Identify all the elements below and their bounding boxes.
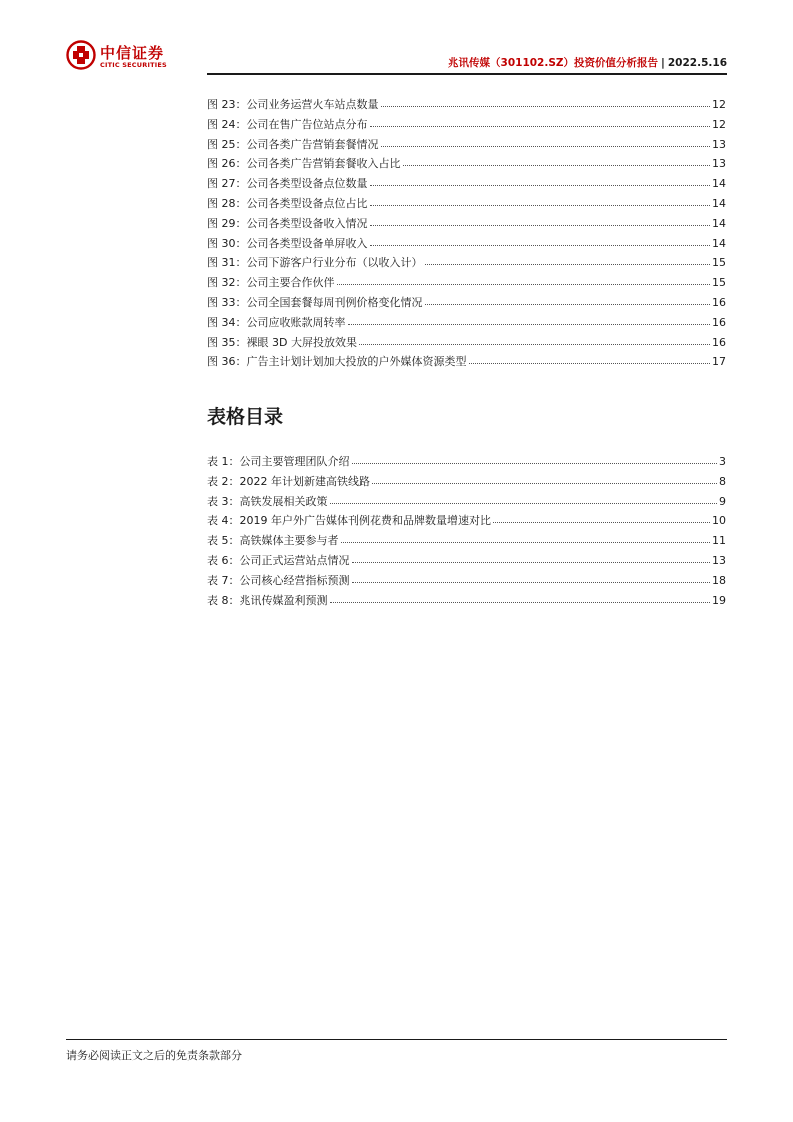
dot-leader [370,224,711,226]
figure-toc-entry[interactable] [207,314,726,334]
figure-toc-entry[interactable] [207,175,726,195]
dot-leader [330,502,718,504]
dot-leader [337,283,711,285]
dot-leader [425,303,711,305]
figure-toc-entry-label: 图 29：公司各类型设备收入情况 [207,216,368,230]
figure-toc-entry-page: 14 [712,236,726,250]
table-toc-entry-label: 表 3：高铁发展相关政策 [207,494,328,508]
footer-divider [66,1039,727,1040]
figure-toc-entry-page: 15 [712,256,726,270]
figure-toc-entry-page: 14 [712,216,726,230]
dot-leader [370,244,711,246]
figure-toc-entry-page: 15 [712,276,726,290]
figure-toc-entry-page: 14 [712,196,726,210]
table-toc-entry[interactable] [207,493,726,513]
figure-toc-entry[interactable] [207,195,726,215]
table-toc-entry[interactable] [207,532,726,552]
dot-leader [372,482,717,484]
figure-toc-entry-label: 图 33：公司全国套餐每周刊例价格变化情况 [207,295,423,309]
report-date: 2022.5.16 [667,57,727,69]
citic-logo [66,40,176,76]
dot-leader [425,263,711,265]
dot-leader [352,561,711,563]
dot-leader [381,105,711,107]
dot-leader [352,462,718,464]
figure-toc-entry[interactable] [207,294,726,314]
table-toc-entry-page: 13 [712,553,726,567]
table-toc-entry[interactable] [207,453,726,473]
logo-english-text: CITIC SECURITIES [100,61,167,69]
tables-section-title: 表格目录 [207,406,284,428]
dot-leader [370,204,711,206]
figure-toc-entry[interactable] [207,96,726,116]
figure-toc-entry-page: 12 [712,98,726,111]
dot-leader [493,521,710,523]
table-toc-entry-page: 8 [719,474,726,488]
table-toc-entry-page: 9 [719,494,726,508]
citic-logo-icon [66,40,96,70]
dot-leader [359,343,710,345]
table-toc-entry[interactable] [207,473,726,493]
header-divider [207,73,727,75]
figure-toc-entry[interactable] [207,136,726,156]
figure-toc-entry[interactable] [207,235,726,255]
figure-toc-entry-label: 图 27：公司各类型设备点位数量 [207,177,368,191]
dot-leader [348,323,711,325]
figure-toc-entry-label: 图 32：公司主要合作伙伴 [207,276,335,290]
figure-toc-entry-label: 图 35：裸眼 3D 大屏投放效果 [207,335,357,349]
figure-toc-entry-label: 图 28：公司各类型设备点位占比 [207,196,368,210]
figure-toc-entry-label: 图 30：公司各类型设备单屏收入 [207,236,368,250]
table-toc-entry[interactable] [207,572,726,592]
footer-disclaimer: 请务必阅读正文之后的免责条款部分 [66,1049,242,1062]
figure-toc-entry[interactable] [207,274,726,294]
figure-toc-entry-page: 13 [712,137,726,151]
table-toc-entry-page: 10 [712,514,726,528]
report-header [448,55,727,70]
table-toc-entry-page: 3 [719,455,726,468]
dot-leader [370,184,711,186]
figure-toc-entry-page: 13 [712,157,726,171]
dot-leader [469,362,711,364]
figure-toc-entry-label: 图 25：公司各类广告营销套餐情况 [207,137,379,151]
figure-toc-entry-label: 图 31：公司下游客户行业分布（以收入计） [207,256,423,270]
dot-leader [330,601,711,603]
figure-toc-entry-label: 图 34：公司应收账款周转率 [207,315,346,329]
table-toc-entry[interactable] [207,552,726,572]
logo-chinese-text: 中信证券 [100,44,165,62]
table-toc-entry-label: 表 6：公司正式运营站点情况 [207,553,350,567]
figure-toc-entry-label: 图 26：公司各类广告营销套餐收入占比 [207,157,401,171]
figure-toc-entry[interactable] [207,353,726,373]
table-toc-entry-page: 18 [712,573,726,587]
table-toc-entry-page: 19 [712,593,726,607]
table-toc-entry-label: 表 4：2019 年户外广告媒体刊例花费和品牌数量增速对比 [207,514,491,528]
table-toc-entry-page: 11 [712,534,726,548]
figure-toc-entry-label: 图 24：公司在售广告位站点分布 [207,117,368,131]
table-toc-entry-label: 表 5：高铁媒体主要参与者 [207,534,339,548]
table-list [207,453,726,611]
dot-leader [381,145,711,147]
figure-toc-entry-page: 12 [712,117,726,131]
figure-toc-entry-page: 17 [712,355,726,369]
figure-toc-entry-page: 16 [712,315,726,329]
table-toc-entry[interactable] [207,512,726,532]
table-toc-entry-label: 表 1：公司主要管理团队介绍 [207,455,350,468]
header-separator: | [661,57,665,69]
table-toc-entry-label: 表 7：公司核心经营指标预测 [207,573,350,587]
table-toc-entry[interactable] [207,592,726,612]
figure-toc-entry[interactable] [207,334,726,354]
dot-leader [403,164,711,166]
dot-leader [370,125,711,127]
dot-leader [341,541,711,543]
figure-toc-entry[interactable] [207,155,726,175]
figure-toc-entry-page: 16 [712,335,726,349]
report-title: 兆讯传媒（301102.SZ）投资价值分析报告 [448,57,659,69]
figure-toc-entry[interactable] [207,215,726,235]
figure-toc-entry-label: 图 36：广告主计划计划加大投放的户外媒体资源类型 [207,355,467,369]
figure-list [207,96,726,373]
figure-toc-entry-page: 16 [712,295,726,309]
figure-toc-entry[interactable] [207,116,726,136]
table-toc-entry-label: 表 8：兆讯传媒盈利预测 [207,593,328,607]
figure-toc-entry[interactable] [207,254,726,274]
table-toc-entry-label: 表 2：2022 年计划新建高铁线路 [207,474,370,488]
figure-toc-entry-page: 14 [712,177,726,191]
figure-toc-entry-label: 图 23：公司业务运营火车站点数量 [207,98,379,111]
dot-leader [352,581,711,583]
